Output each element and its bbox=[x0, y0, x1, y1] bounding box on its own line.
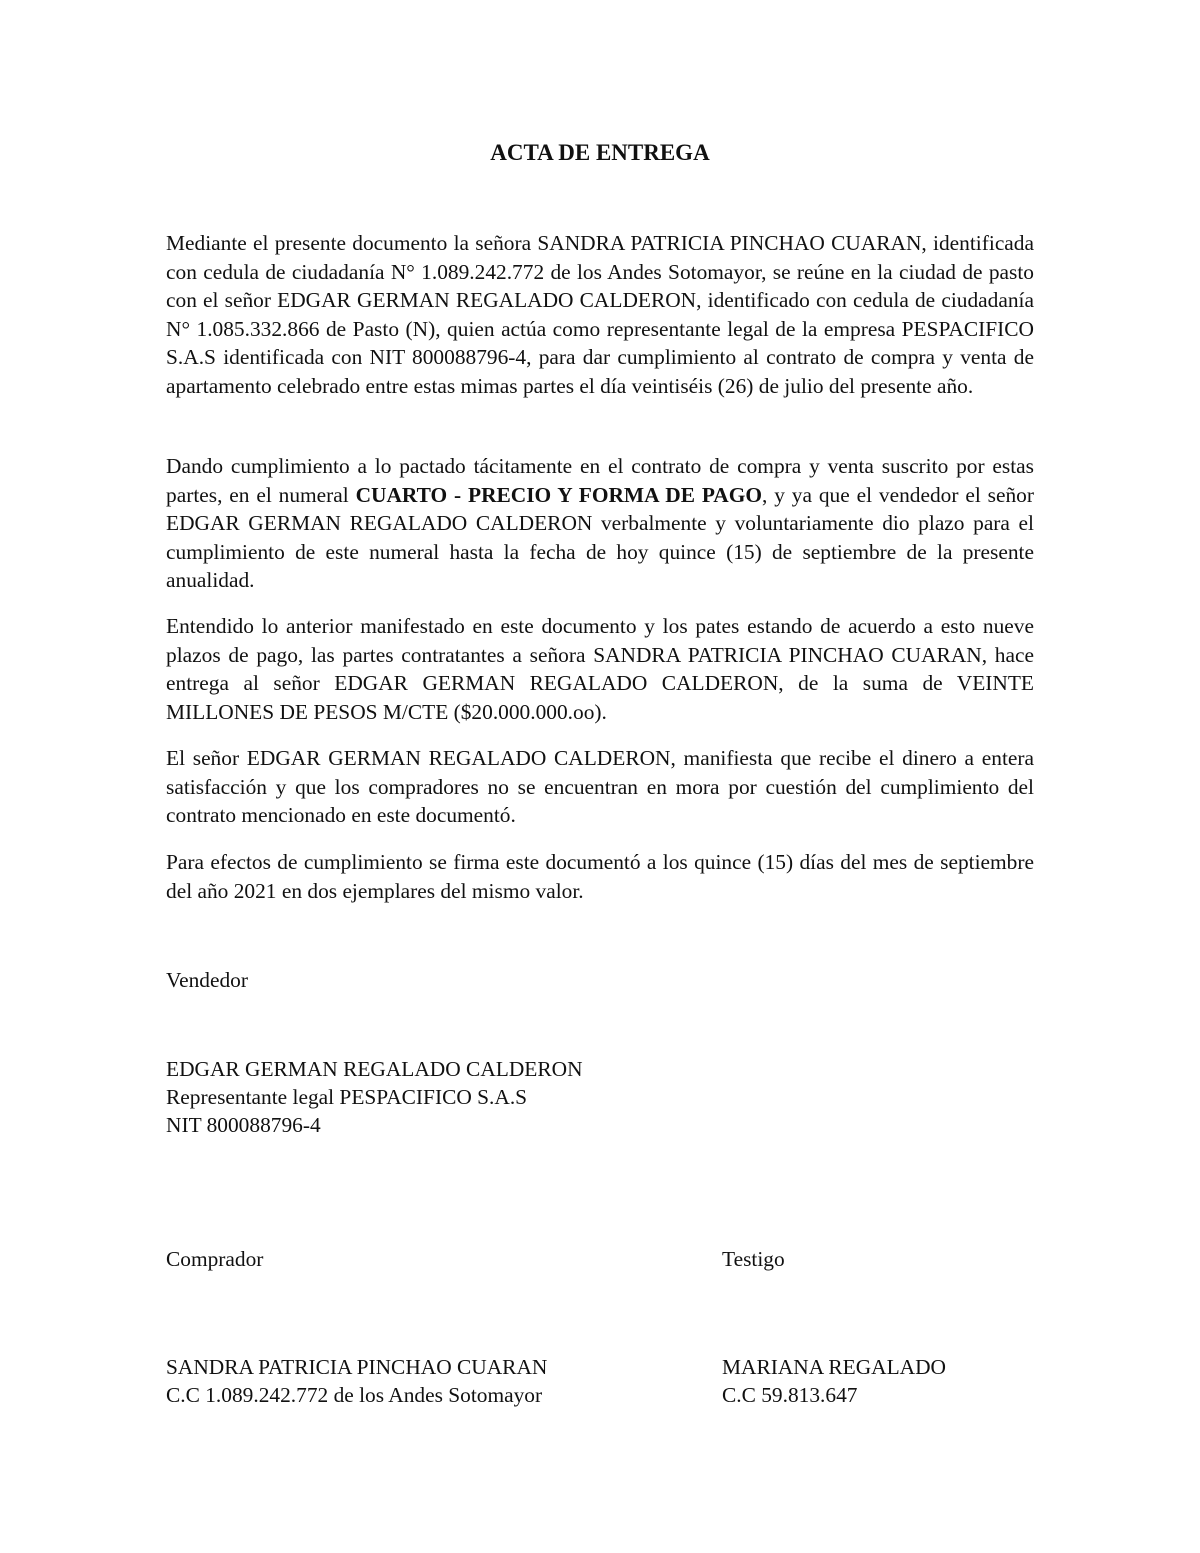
paragraph-payment-terms-tail: , y ya que el vendedor el señor EDGAR GERMAN REGALADO CALDERON verbalmente y voluntariamente dio plazo para el cumplimiento de este numeral hasta la fecha de hoy quince (15) de septiembre de la presente anualidad. bbox=[166, 482, 1034, 593]
paragraph-payment-terms-text bbox=[166, 452, 1034, 595]
paragraph-payment-terms-lead: Dando cumplimiento a lo pactado tácitamente en el contrato de compra y venta suscrito por estas partes, en el numeral bbox=[166, 454, 1034, 507]
paragraph-delivery-text: Entendido lo anterior manifestado en este documento y los pates estando de acuerdo a esto nueve plazos de pago, las partes contratantes a señora SANDRA PATRICIA PINCHAO CUARAN, hace entrega al señor EDGAR GERMAN REGALADO CALDERON, de la suma de VEINTE MILLONES DE PESOS M/CTE ($20.000.000.oo). bbox=[166, 614, 1034, 724]
buyer-id: C.C 1.089.242.772 de los Andes Sotomayor bbox=[166, 1383, 543, 1407]
paragraph-intro-text: Mediante el presente documento la señora SANDRA PATRICIA PINCHAO CUARAN, identificada con cedula de ciudadanía N° 1.089.242.772 de los Andes Sotomayor, se reúne en la ciudad de pasto con el señor EDGAR GERMAN REGALADO CALDERON, identificado con cedula de ciudadanía N° 1.085.332.866 de Pasto (N), quien actúa como representante legal de la empresa PESPACIFICO S.A.S identificada con NIT 800088796-4, para dar cumplimiento al contrato de compra y venta de apartamento celebrado entre estas mimas partes el día veintiséis (26) de julio del presente año. bbox=[166, 231, 1034, 398]
paragraph-delivery bbox=[166, 612, 1034, 742]
witness-name: MARIANA REGALADO bbox=[722, 1355, 947, 1379]
seller-name: EDGAR GERMAN REGALADO CALDERON bbox=[166, 1057, 583, 1081]
witness-role-label: Testigo bbox=[722, 1247, 785, 1271]
document-title: ACTA DE ENTREGA bbox=[490, 140, 710, 165]
paragraph-payment-terms bbox=[166, 452, 1034, 611]
buyer-name: SANDRA PATRICIA PINCHAO CUARAN bbox=[166, 1355, 548, 1379]
seller-nit: NIT 800088796-4 bbox=[166, 1113, 321, 1137]
witness-id: C.C 59.813.647 bbox=[722, 1383, 858, 1407]
paragraph-signing bbox=[166, 848, 1034, 921]
seller-title: Representante legal PESPACIFICO S.A.S bbox=[166, 1085, 528, 1109]
paragraph-receipt bbox=[166, 744, 1034, 846]
clause-reference: CUARTO - PRECIO Y FORMA DE PAGO bbox=[355, 482, 763, 507]
paragraph-receipt-text: El señor EDGAR GERMAN REGALADO CALDERON, manifiesta que recibe el dinero a entera satisfacción y que los compradores no se encuentran en mora por cuestión del cumplimiento del contrato mencionado en este documentó. bbox=[166, 746, 1034, 828]
seller-role-label: Vendedor bbox=[166, 968, 248, 992]
paragraph-signing-text: Para efectos de cumplimiento se firma este documentó a los quince (15) días del mes de septiembre del año 2021 en dos ejemplares del mismo valor. bbox=[166, 850, 1034, 903]
buyer-role-label: Comprador bbox=[166, 1247, 264, 1271]
paragraph-intro bbox=[166, 229, 1034, 417]
